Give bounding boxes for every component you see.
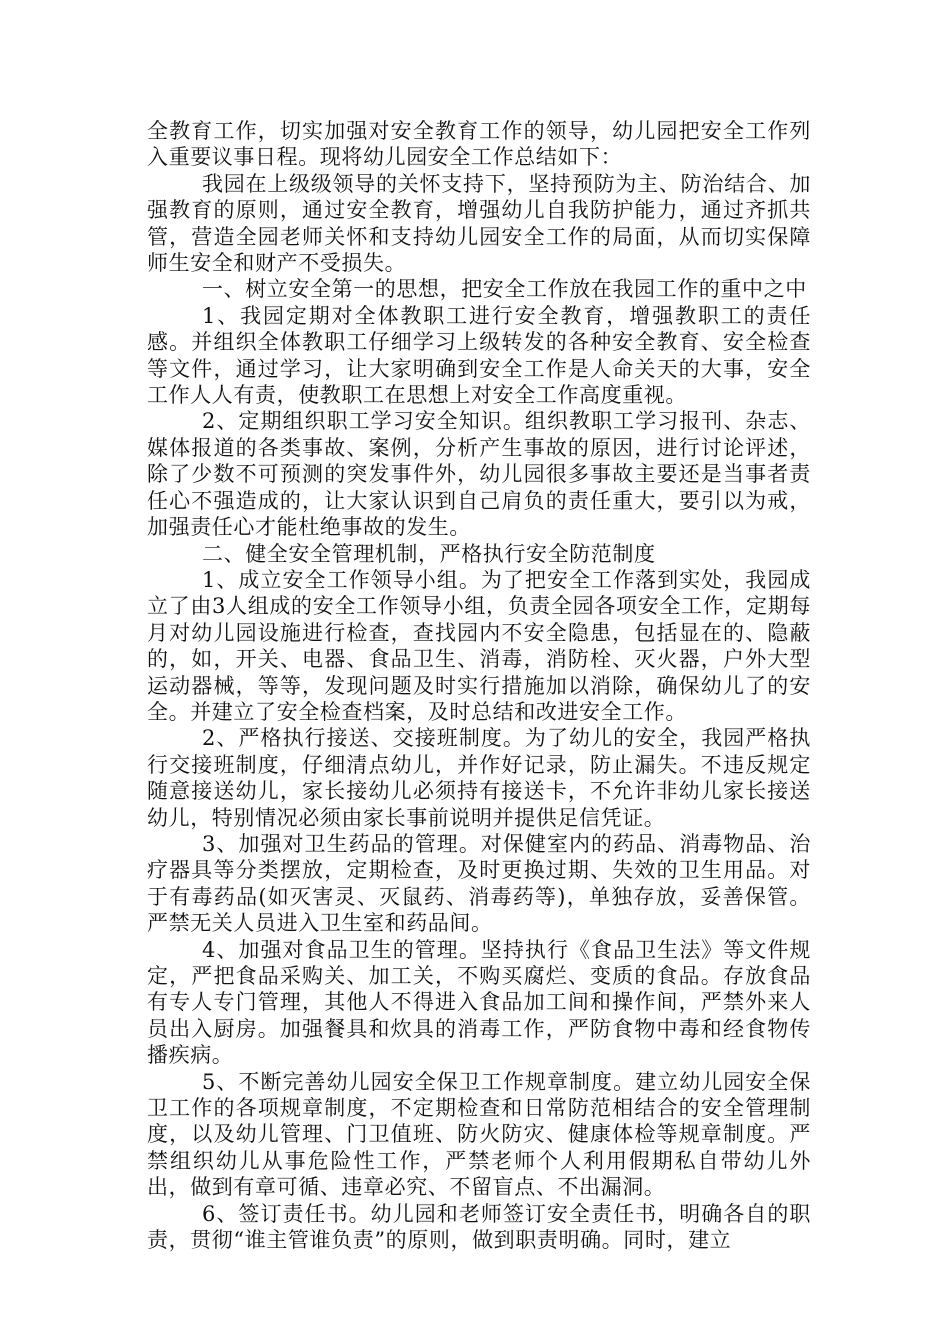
paragraph: 全教育工作，切实加强对安全教育工作的领导，幼儿园把安全工作列入重要议事日程。现将幼儿园安全工作总结如下： bbox=[147, 119, 811, 170]
paragraph: 4、加强对食品卫生的管理。坚持执行《食品卫生法》等文件规定，严把食品采购关、加工关，不购买腐烂、变质的食品。存放食品有专人专门管理，其他人不得进入食品加工间和操作间，严禁外来人员出入厨房。加强餐具和炊具的消毒工作，严防食物中毒和经食物传播疾病。 bbox=[147, 937, 811, 1068]
paragraph: 6、签订责任书。幼儿园和老师签订安全责任书，明确各自的职责，贯彻“谁主管谁负责”的原则，做到职责明确。同时，建立 bbox=[147, 1201, 811, 1253]
paragraph: 我园在上级级领导的关怀支持下，坚持预防为主、防治结合、加强教育的原则，通过安全教育，增强幼儿自我防护能力，通过齐抓共管，营造全园老师关怀和支持幼儿园安全工作的局面，从而切实保障师生安全和财产不受损失。 bbox=[147, 171, 811, 276]
paragraph: 2、定期组织职工学习安全知识。组织教职工学习报刊、杂志、媒体报道的各类事故、案例，分析产生事故的原因，进行讨论评述，除了少数不可预测的突发事件外，幼儿园很多事故主要还是当事者责任心不强造成的，让大家认识到自己肩负的责任重大，要引以为戒，加强责任心才能杜绝事故的发生。 bbox=[147, 409, 811, 540]
paragraph: 1、我园定期对全体教职工进行安全教育，增强教职工的责任感。并组织全体教职工仔细学习上级转发的各种安全教育、安全检查等文件，通过学习，让大家明确到安全工作是人命关天的大事，安全工作人人有责，使教职工在思想上对安全工作高度重视。 bbox=[147, 303, 811, 408]
paragraph: 3、加强对卫生药品的管理。对保健室内的药品、消毒物品、治疗器具等分类摆放，定期检查，及时更换过期、失效的卫生用品。对于有毒药品(如灭害灵、灭鼠药、消毒药等)，单独存放，妥善保管。严禁无关人员进入卫生室和药品间。 bbox=[147, 831, 811, 936]
document-body bbox=[147, 118, 811, 1253]
paragraph: 1、成立安全工作领导小组。为了把安全工作落到实处，我园成立了由3人组成的安全工作领导小组，负责全园各项安全工作，定期每月对幼儿园设施进行检查，查找园内不安全隐患，包括显在的、隐蔽的，如，开关、电器、食品卫生、消毒，消防栓、灭火器，户外大型运动器械，等等，发现问题及时实行措施加以消除，确保幼儿了的安全。并建立了安全检查档案，及时总结和改进安全工作。 bbox=[147, 567, 811, 724]
section-heading: 二、健全安全管理机制，严格执行安全防范制度 bbox=[202, 541, 656, 566]
paragraph: 5、不断完善幼儿园安全保卫工作规章制度。建立幼儿园安全保卫工作的各项规章制度，不定期检查和日常防范相结合的安全管理制度，以及幼儿管理、门卫值班、防火防灾、健康体检等规章制度。严禁组织幼儿从事危险性工作，严禁老师个人利用假期私自带幼儿外出，做到有章可循、违章必究、不留盲点、不出漏洞。 bbox=[147, 1069, 811, 1200]
paragraph: 2、严格执行接送、交接班制度。为了幼儿的安全，我园严格执行交接班制度，仔细清点幼儿，并作好记录，防止漏失。不违反规定随意接送幼儿，家长接幼儿必须持有接送卡，不允许非幼儿家长接送幼儿，特别情况必须由家长事前说明并提供足信凭证。 bbox=[147, 726, 811, 830]
section-heading: 一、树立安全第一的思想，把安全工作放在我园工作的重中之中 bbox=[202, 277, 807, 302]
